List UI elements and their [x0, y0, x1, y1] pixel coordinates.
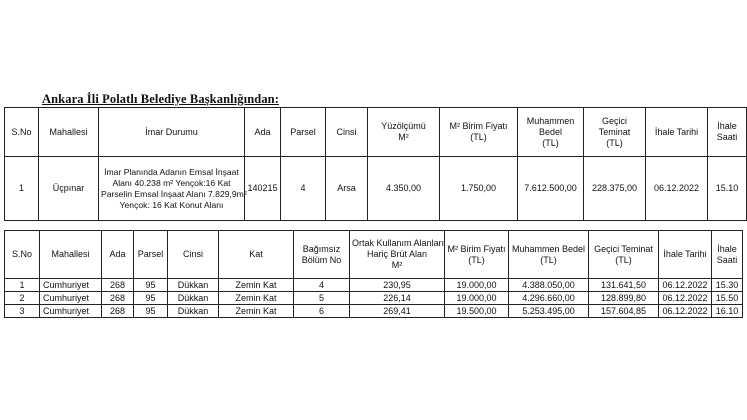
cell-ada: 268: [102, 279, 134, 292]
shop-auction-table: [4, 230, 743, 318]
cell-cinsi: Dükkan: [168, 292, 219, 305]
cell-gecici-teminat: 128.899,80: [589, 292, 659, 305]
cell-muhammen: 7.612.500,00: [518, 157, 584, 221]
table-row: [5, 305, 743, 318]
cell-sno: 2: [5, 292, 40, 305]
header-text: (TL): [615, 254, 632, 265]
header-text: M²: [398, 132, 409, 142]
header-text: M²: [391, 260, 403, 270]
header-muhammen: [509, 231, 589, 279]
cell-birim-fiyat: 1.750,00: [440, 157, 518, 221]
header-text: Saati: [716, 132, 738, 142]
cell-cinsi: Arsa: [326, 157, 368, 221]
header-text: Geçici Teminat: [594, 243, 653, 254]
cell-text: Parselin Emsal İnşaat Alanı 7.829,9m²: [101, 188, 247, 199]
header-text: M² Birim Fiyatı: [449, 121, 508, 131]
cell-birim-fiyat: 19.000,00: [445, 292, 509, 305]
header-ihale-saati: [712, 231, 743, 279]
cell-brut-alan: 230,95: [350, 279, 445, 292]
header-text: (TL): [468, 254, 485, 265]
cell-brut-alan: 269,41: [350, 305, 445, 318]
header-sno: S.No: [5, 108, 39, 157]
cell-yuzolcumu: 4.350,00: [368, 157, 440, 221]
header-text: Geçici Teminat: [598, 115, 631, 137]
header-imar: İmar Durumu: [99, 108, 245, 157]
cell-brut-alan: 226,14: [350, 292, 445, 305]
cell-sno: 1: [5, 157, 39, 221]
header-brut-alan: [350, 231, 445, 279]
header-text: Bölüm No: [301, 254, 342, 265]
cell-parsel: 95: [134, 279, 168, 292]
header-kat: Kat: [219, 231, 294, 279]
header-text: (TL): [470, 132, 487, 142]
header-text: Hariç Brüt Alan: [366, 249, 428, 259]
header-cinsi: Cinsi: [168, 231, 219, 279]
cell-text: İmar Planında Adanın Emsal İnşaat: [104, 166, 239, 177]
header-gecici-teminat: [589, 231, 659, 279]
cell-kat: Zemin Kat: [219, 292, 294, 305]
cell-birim-fiyat: 19.500,00: [445, 305, 509, 318]
table-row: [5, 279, 743, 292]
header-sno: S.No: [5, 231, 40, 279]
cell-mahalle: Cumhuriyet: [40, 292, 102, 305]
cell-ihale-tarihi: 06.12.2022: [659, 279, 712, 292]
header-birim-fiyat: [445, 231, 509, 279]
cell-kat: Zemin Kat: [219, 279, 294, 292]
cell-mahalle: Üçpınar: [39, 157, 99, 221]
cell-ihale-saati: 15.30: [712, 279, 743, 292]
header-text: (TL): [606, 137, 623, 148]
cell-parsel: 4: [281, 157, 326, 221]
header-text: İhale: [717, 243, 737, 254]
header-text: İhale: [717, 121, 737, 131]
header-birim-fiyat: [440, 108, 518, 157]
cell-text: Yençok: 16 Kat Konut Alanı: [119, 199, 224, 210]
header-parsel: Parsel: [134, 231, 168, 279]
cell-sno: 3: [5, 305, 40, 318]
cell-muhammen: 5.253.495,00: [509, 305, 589, 318]
header-ada: Ada: [245, 108, 281, 157]
announcement-heading: Ankara İli Polatlı Belediye Başkanlığından:: [42, 92, 279, 106]
header-text: Saati: [716, 254, 738, 265]
cell-gecici-teminat: 228.375,00: [584, 157, 646, 221]
cell-cinsi: Dükkan: [168, 305, 219, 318]
cell-bolum-no: 5: [294, 292, 350, 305]
cell-mahalle: Cumhuriyet: [40, 279, 102, 292]
cell-gecici-teminat: 157.604,85: [589, 305, 659, 318]
header-text: Bağımsız: [302, 243, 341, 254]
cell-ihale-tarihi: 06.12.2022: [659, 292, 712, 305]
table-header-row: [5, 108, 747, 157]
header-text: M² Birim Fiyatı: [447, 243, 506, 254]
land-auction-table: [4, 107, 747, 221]
header-ihale-saati: [708, 108, 747, 157]
cell-muhammen: 4.388.050,00: [509, 279, 589, 292]
cell-ihale-tarihi: 06.12.2022: [659, 305, 712, 318]
header-mahalle: Mahallesi: [40, 231, 102, 279]
cell-kat: Zemin Kat: [219, 305, 294, 318]
cell-muhammen: 4.296.660,00: [509, 292, 589, 305]
cell-parsel: 95: [134, 305, 168, 318]
cell-parsel: 95: [134, 292, 168, 305]
cell-ada: 268: [102, 305, 134, 318]
header-cinsi: Cinsi: [326, 108, 368, 157]
header-ada: Ada: [102, 231, 134, 279]
header-ihale-tarihi: İhale Tarihi: [646, 108, 708, 157]
header-parsel: Parsel: [281, 108, 326, 157]
cell-ada: 268: [102, 292, 134, 305]
header-text: (TL): [542, 137, 559, 148]
cell-ada: 140215: [245, 157, 281, 221]
cell-cinsi: Dükkan: [168, 279, 219, 292]
cell-bolum-no: 6: [294, 305, 350, 318]
table-header-row: [5, 231, 743, 279]
header-muhammen: [518, 108, 584, 157]
cell-ihale-saati: 15.10: [708, 157, 747, 221]
cell-gecici-teminat: 131.641,50: [589, 279, 659, 292]
header-text: Bedel: [538, 126, 563, 137]
cell-ihale-saati: 16.10: [712, 305, 743, 318]
table-row: [5, 157, 747, 221]
cell-bolum-no: 4: [294, 279, 350, 292]
header-bolum-no: [294, 231, 350, 279]
cell-ihale-saati: 15.50: [712, 292, 743, 305]
header-text: (TL): [540, 254, 557, 265]
cell-birim-fiyat: 19.000,00: [445, 279, 509, 292]
cell-text: Alanı 40.238 m² Yençok:16 Kat: [112, 177, 231, 188]
header-ihale-tarihi: İhale Tarihi: [659, 231, 712, 279]
header-mahalle: Mahallesi: [39, 108, 99, 157]
header-text: Ortak Kullanım Alanları: [352, 238, 445, 248]
cell-imar: [99, 157, 245, 221]
header-text: Yüzölçümü: [381, 121, 426, 131]
cell-sno: 1: [5, 279, 40, 292]
header-text: Muhammen Bedel: [511, 243, 586, 254]
table-row: [5, 292, 743, 305]
cell-mahalle: Cumhuriyet: [40, 305, 102, 318]
header-yuzolcumu: [368, 108, 440, 157]
header-text: Muhammen: [526, 115, 575, 126]
header-gecici-teminat: [584, 108, 646, 157]
cell-ihale-tarihi: 06.12.2022: [646, 157, 708, 221]
